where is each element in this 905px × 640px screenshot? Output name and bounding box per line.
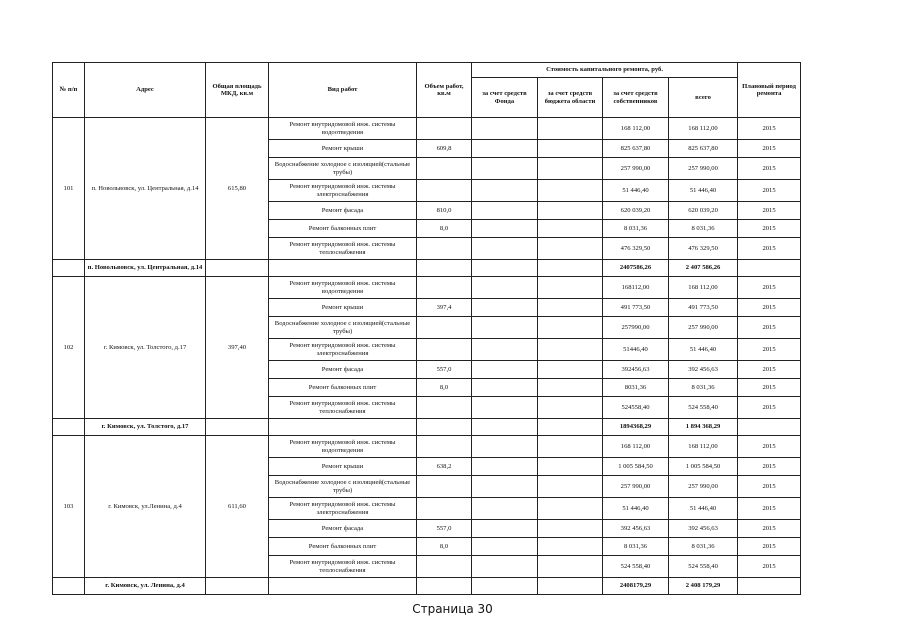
cell-work: Ремонт внутридомовой инж. системы водоотведения (269, 277, 417, 299)
total-row (53, 578, 801, 595)
cell-period: 2015 (738, 476, 801, 498)
cell-total: 51 446,40 (669, 339, 738, 361)
total-row (53, 419, 801, 436)
cell-total: 825 637,80 (669, 140, 738, 158)
cell-volume (417, 238, 472, 260)
cell-period: 2015 (738, 238, 801, 260)
cell-owners: 825 637,80 (603, 140, 669, 158)
total-empty-cell (269, 260, 417, 277)
header-period: Плановый период ремонта (738, 63, 801, 118)
cell-owners: 524558,40 (603, 397, 669, 419)
cell-fund (472, 299, 538, 317)
cell-region (538, 361, 603, 379)
total-empty-cell (738, 578, 801, 595)
cell-volume (417, 158, 472, 180)
total-empty-cell (538, 260, 603, 277)
table-body (53, 118, 801, 595)
cell-num: 101 (53, 118, 85, 260)
cell-fund (472, 140, 538, 158)
cell-period: 2015 (738, 458, 801, 476)
cell-fund (472, 476, 538, 498)
repair-cost-table (52, 62, 801, 595)
total-empty-cell (417, 419, 472, 436)
cell-period: 2015 (738, 397, 801, 419)
cell-volume: 557,0 (417, 361, 472, 379)
cell-volume (417, 498, 472, 520)
total-empty-cell (53, 260, 85, 277)
cell-owners: 8 031,36 (603, 220, 669, 238)
cell-owners: 257 990,00 (603, 476, 669, 498)
cell-fund (472, 458, 538, 476)
cell-work: Ремонт внутридомовой инж. системы водоотведения (269, 436, 417, 458)
total-empty-cell (538, 419, 603, 436)
total-empty-cell (53, 419, 85, 436)
cell-address: г. Кимовск, ул.Ленина, д.4 (85, 436, 206, 578)
cell-total: 392 456,63 (669, 520, 738, 538)
cell-total: 8 031,36 (669, 379, 738, 397)
cell-region (538, 158, 603, 180)
cell-address: г. Кимовск, ул. Толстого, д.17 (85, 277, 206, 419)
cell-volume: 609,8 (417, 140, 472, 158)
cell-period: 2015 (738, 361, 801, 379)
cell-work: Ремонт фасада (269, 361, 417, 379)
cell-total: 476 329,50 (669, 238, 738, 260)
cell-total: 1 005 584,50 (669, 458, 738, 476)
cell-period: 2015 (738, 118, 801, 140)
cell-fund (472, 277, 538, 299)
total-empty-cell (269, 578, 417, 595)
cell-volume (417, 180, 472, 202)
cell-volume: 8,0 (417, 538, 472, 556)
cell-fund (472, 180, 538, 202)
cell-owners: 392 456,63 (603, 520, 669, 538)
cell-fund (472, 498, 538, 520)
cell-owners: 257 990,00 (603, 158, 669, 180)
cell-volume: 557,0 (417, 520, 472, 538)
cell-period: 2015 (738, 202, 801, 220)
cell-volume (417, 476, 472, 498)
total-empty-cell (738, 419, 801, 436)
header-fund: за счет средств Фонда (472, 78, 538, 118)
cell-period: 2015 (738, 520, 801, 538)
cell-region (538, 238, 603, 260)
cell-region (538, 220, 603, 238)
cell-period: 2015 (738, 180, 801, 202)
cell-total: 8 031,36 (669, 220, 738, 238)
cell-work: Ремонт крыши (269, 140, 417, 158)
cell-volume (417, 317, 472, 339)
total-empty-cell (472, 578, 538, 595)
total-empty-cell (472, 260, 538, 277)
cell-total: 257 990,00 (669, 317, 738, 339)
header-region: за счет средств бюджета области (538, 78, 603, 118)
cell-work: Ремонт внутридомовой инж. системы электроснабжения (269, 339, 417, 361)
header-address: Адрес (85, 63, 206, 118)
cell-work: Ремонт балконных плит (269, 220, 417, 238)
cell-total: 168 112,00 (669, 118, 738, 140)
cell-period: 2015 (738, 220, 801, 238)
total-empty-cell (206, 419, 269, 436)
cell-region (538, 476, 603, 498)
table-row (53, 118, 801, 140)
cell-owners: 168112,00 (603, 277, 669, 299)
total-empty-cell (472, 419, 538, 436)
page-number: Страница 30 (412, 602, 493, 616)
cell-total: 620 039,20 (669, 202, 738, 220)
cell-fund (472, 538, 538, 556)
cell-fund (472, 339, 538, 361)
cell-region (538, 556, 603, 578)
total-total: 2 408 179,29 (669, 578, 738, 595)
cell-owners: 8031,36 (603, 379, 669, 397)
cell-owners: 168 112,00 (603, 118, 669, 140)
cell-area: 397,40 (206, 277, 269, 419)
cell-work: Ремонт внутридомовой инж. системы теплоснабжения (269, 397, 417, 419)
cell-volume: 638,2 (417, 458, 472, 476)
cell-total: 257 990,00 (669, 476, 738, 498)
cell-area: 611,60 (206, 436, 269, 578)
total-owners: 2408179,29 (603, 578, 669, 595)
cell-total: 524 558,40 (669, 556, 738, 578)
cell-region (538, 458, 603, 476)
cell-work: Ремонт внутридомовой инж. системы электроснабжения (269, 180, 417, 202)
cell-region (538, 118, 603, 140)
cell-owners: 392456,63 (603, 361, 669, 379)
total-empty-cell (53, 578, 85, 595)
cell-work: Ремонт внутридомовой инж. системы электроснабжения (269, 498, 417, 520)
cell-period: 2015 (738, 498, 801, 520)
cell-owners: 524 558,40 (603, 556, 669, 578)
cell-total: 168 112,00 (669, 436, 738, 458)
cell-fund (472, 220, 538, 238)
cell-region (538, 202, 603, 220)
cell-work: Ремонт балконных плит (269, 379, 417, 397)
cell-fund (472, 556, 538, 578)
cell-owners: 620 039,20 (603, 202, 669, 220)
total-empty-cell (269, 419, 417, 436)
total-row (53, 260, 801, 277)
table-header (53, 63, 801, 118)
total-label: г. Кимовск, ул. Толстого, д.17 (85, 419, 206, 436)
cell-volume (417, 118, 472, 140)
cell-owners: 51 446,40 (603, 498, 669, 520)
cell-fund (472, 361, 538, 379)
cell-volume: 8,0 (417, 220, 472, 238)
header-owners: за счет средств собственников (603, 78, 669, 118)
cell-total: 524 558,40 (669, 397, 738, 419)
table-row (53, 436, 801, 458)
cell-num: 102 (53, 277, 85, 419)
cell-owners: 51446,40 (603, 339, 669, 361)
cell-work: Ремонт крыши (269, 458, 417, 476)
cell-volume: 397,4 (417, 299, 472, 317)
cell-fund (472, 317, 538, 339)
cell-period: 2015 (738, 299, 801, 317)
cell-region (538, 317, 603, 339)
header-cost-group: Стоимость капитального ремонта, руб. (472, 63, 738, 78)
cell-region (538, 140, 603, 158)
cell-area: 615,80 (206, 118, 269, 260)
cell-fund (472, 520, 538, 538)
cell-owners: 1 005 584,50 (603, 458, 669, 476)
cell-work: Ремонт фасада (269, 202, 417, 220)
cell-total: 257 990,00 (669, 158, 738, 180)
cell-period: 2015 (738, 158, 801, 180)
cell-period: 2015 (738, 277, 801, 299)
cell-fund (472, 238, 538, 260)
cell-region (538, 520, 603, 538)
cell-period: 2015 (738, 140, 801, 158)
cell-period: 2015 (738, 379, 801, 397)
total-total: 1 894 368,29 (669, 419, 738, 436)
cell-fund (472, 397, 538, 419)
cell-period: 2015 (738, 436, 801, 458)
cell-region (538, 277, 603, 299)
cell-volume (417, 339, 472, 361)
total-total: 2 407 586,26 (669, 260, 738, 277)
cell-total: 392 456,63 (669, 361, 738, 379)
cell-work: Ремонт внутридомовой инж. системы теплоснабжения (269, 238, 417, 260)
cell-volume (417, 277, 472, 299)
cell-period: 2015 (738, 538, 801, 556)
total-empty-cell (206, 260, 269, 277)
header-total: всего (669, 78, 738, 118)
total-empty-cell (538, 578, 603, 595)
total-owners: 1894368,29 (603, 419, 669, 436)
cell-num: 103 (53, 436, 85, 578)
cell-work: Водоснабжение холодное с изоляцией(стальные трубы) (269, 317, 417, 339)
cell-period: 2015 (738, 339, 801, 361)
cell-volume (417, 556, 472, 578)
cell-work: Ремонт балконных плит (269, 538, 417, 556)
cell-total: 8 031,36 (669, 538, 738, 556)
cell-owners: 491 773,50 (603, 299, 669, 317)
cell-region (538, 180, 603, 202)
header-volume: Объем работ, кв.м (417, 63, 472, 118)
header-num: № п/п (53, 63, 85, 118)
cell-address: п. Новольвовск, ул. Центральная, д.14 (85, 118, 206, 260)
cell-region (538, 538, 603, 556)
total-label: г. Кимовск, ул. Ленина, д.4 (85, 578, 206, 595)
cell-fund (472, 202, 538, 220)
cell-work: Ремонт фасада (269, 520, 417, 538)
total-label: п. Новольвовск, ул. Центральная, д.14 (85, 260, 206, 277)
total-empty-cell (417, 578, 472, 595)
header-work: Вид работ (269, 63, 417, 118)
cell-total: 51 446,40 (669, 180, 738, 202)
cell-region (538, 299, 603, 317)
cell-work: Водоснабжение холодное с изоляцией(стальные трубы) (269, 476, 417, 498)
cell-work: Водоснабжение холодное с изоляцией(стальные трубы) (269, 158, 417, 180)
cell-total: 491 773,50 (669, 299, 738, 317)
cell-volume (417, 436, 472, 458)
cell-total: 51 446,40 (669, 498, 738, 520)
cell-region (538, 339, 603, 361)
cell-region (538, 498, 603, 520)
total-owners: 2407586,26 (603, 260, 669, 277)
cell-fund (472, 379, 538, 397)
total-empty-cell (206, 578, 269, 595)
cell-region (538, 397, 603, 419)
cell-owners: 257990,00 (603, 317, 669, 339)
cell-region (538, 436, 603, 458)
header-area: Общая площадь МКД, кв.м (206, 63, 269, 118)
total-empty-cell (417, 260, 472, 277)
cell-region (538, 379, 603, 397)
cell-work: Ремонт внутридомовой инж. системы водоотведения (269, 118, 417, 140)
cell-volume (417, 397, 472, 419)
total-empty-cell (738, 260, 801, 277)
cell-volume: 810,0 (417, 202, 472, 220)
table-row (53, 277, 801, 299)
cell-volume: 8,0 (417, 379, 472, 397)
cell-owners: 8 031,36 (603, 538, 669, 556)
cell-fund (472, 158, 538, 180)
cell-fund (472, 436, 538, 458)
cell-owners: 476 329,50 (603, 238, 669, 260)
cell-total: 168 112,00 (669, 277, 738, 299)
cell-fund (472, 118, 538, 140)
cell-period: 2015 (738, 317, 801, 339)
cell-owners: 168 112,00 (603, 436, 669, 458)
cell-owners: 51 446,40 (603, 180, 669, 202)
cell-period: 2015 (738, 556, 801, 578)
cell-work: Ремонт крыши (269, 299, 417, 317)
cell-work: Ремонт внутридомовой инж. системы теплоснабжения (269, 556, 417, 578)
